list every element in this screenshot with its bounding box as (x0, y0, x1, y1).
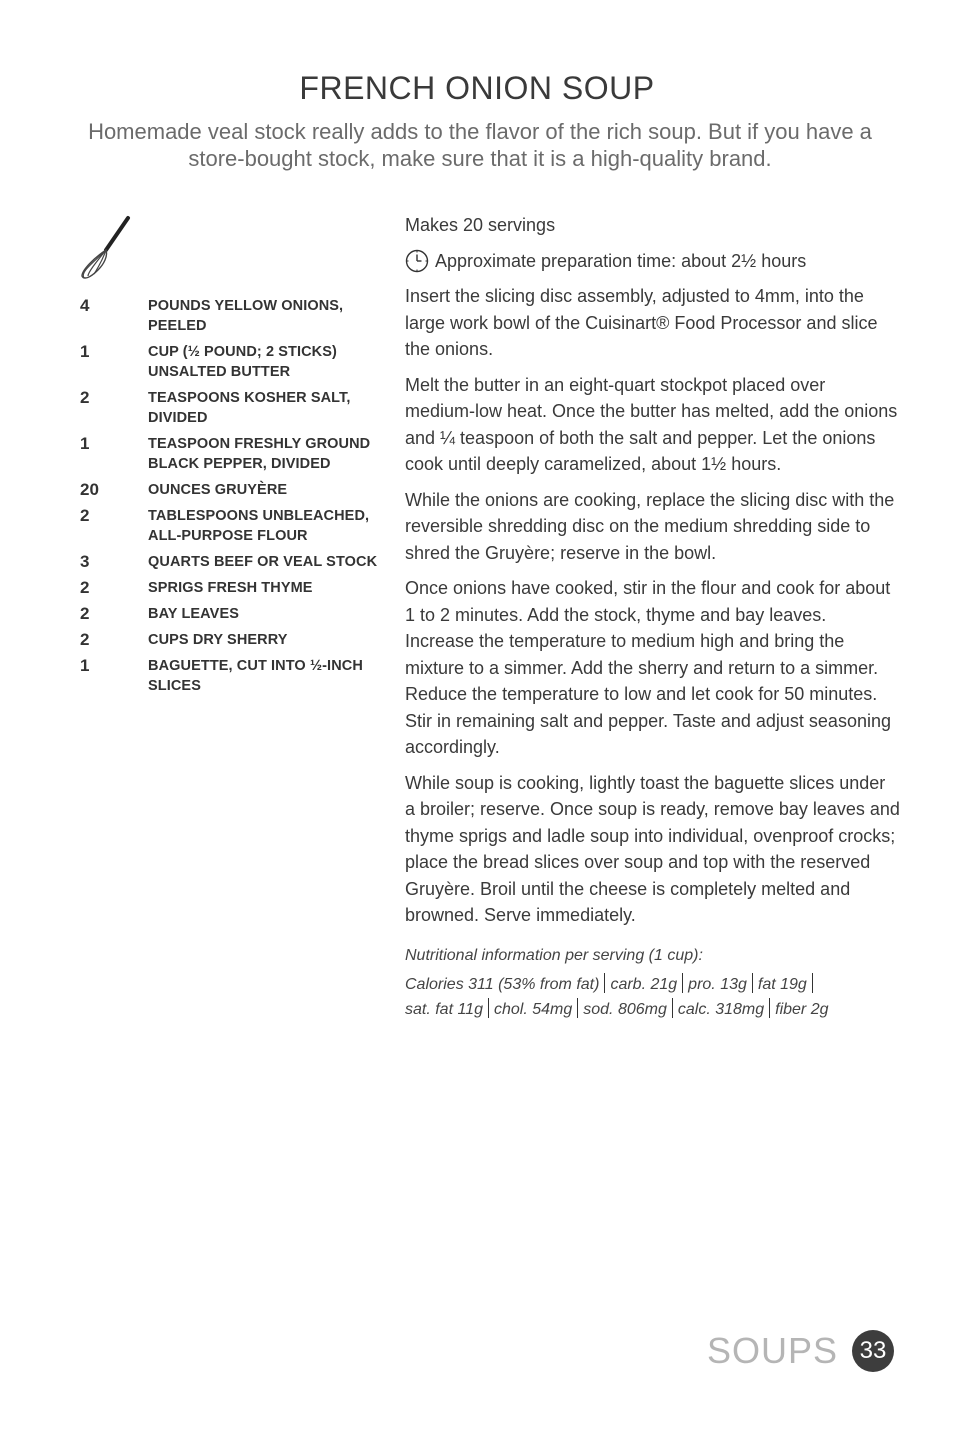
page-footer (707, 1330, 894, 1372)
ingredient-desc: POUNDS YELLOW ONIONS, PEELED (148, 298, 344, 334)
ingredient-row (80, 656, 380, 696)
ingredient-qty: 1 (80, 434, 90, 453)
separator (769, 998, 770, 1018)
ingredient-qty: 4 (80, 296, 90, 315)
ingredient-row (80, 296, 380, 336)
page-number: 33 (852, 1330, 894, 1372)
method-step: While the onions are cooking, replace the slicing disc with the reversible shredding disc on the medium shredding side to shred the Gruyère; reserve in the bowl. (405, 489, 895, 563)
nutrition-value: sod. 806mg (583, 1000, 667, 1018)
separator (488, 998, 489, 1018)
ingredient-row (80, 506, 380, 546)
nutrition-value: fiber 2g (775, 1000, 829, 1018)
ingredient-qty: 1 (80, 342, 90, 361)
ingredient-desc: SPRIGS FRESH THYME (148, 580, 313, 596)
nutrition-value: Calories 311 (53% from fat) (405, 975, 600, 993)
ingredient-qty: 2 (80, 506, 90, 525)
recipe-method (405, 212, 900, 1022)
nutrition-value: pro. 13g (688, 975, 747, 993)
nutrition-line-2 (405, 997, 900, 1022)
ingredient-list (80, 296, 380, 702)
nutrition-heading: Nutritional information per serving (1 cup): (405, 946, 703, 964)
ingredient-desc: OUNCES GRUYÈRE (148, 482, 288, 498)
ingredient-row (80, 630, 380, 650)
recipe-subtitle: Homemade veal stock really adds to the flavor of the rich soup. But if you have a store-bought stock, make sure that it is a high-quality brand. (88, 119, 872, 171)
ingredient-qty: 2 (80, 388, 90, 407)
ingredient-row (80, 578, 380, 598)
ingredient-desc: TEASPOONS KOSHER SALT, DIVIDED (148, 390, 351, 426)
nutrition-value: calc. 318mg (677, 1000, 765, 1018)
ingredient-desc: CUPS DRY SHERRY (148, 632, 288, 648)
separator (604, 973, 605, 993)
nutrition-value: chol. 54mg (493, 1000, 573, 1018)
section-label: SOUPS (706, 1330, 838, 1371)
prep-time-text: Approximate preparation time: about 2½ hours (435, 250, 807, 271)
ingredient-qty: 3 (80, 552, 90, 571)
method-step: While soup is cooking, lightly toast the baguette slices under a broiler; reserve. Once soup is ready, remove bay leaves and thyme sprigs and ladle soup into individual, ovenproof crocks; place the bread slices over soup and top with the reserved Gruyère. Broil until the cheese is completely melted and browned. Serve immediately. (405, 772, 900, 925)
ingredient-qty: 2 (80, 630, 90, 649)
method-step: Melt the butter in an eight-quart stockpot placed over medium-low heat. Once the butter has melted, add the onions and ¼ teaspoon of both the salt and pepper. Let the onions cook until deeply caramelized, about 1½ hours. (405, 374, 898, 474)
nutrition-line-1 (405, 972, 900, 997)
servings: Makes 20 servings (405, 215, 556, 235)
separator (672, 998, 673, 1018)
ingredient-desc: TABLESPOONS UNBLEACHED, ALL-PURPOSE FLOUR (148, 508, 370, 544)
whisk-icon (76, 214, 136, 282)
ingredient-row (80, 480, 380, 500)
steps (405, 283, 900, 929)
ingredient-qty: 1 (80, 656, 90, 675)
ingredient-row (80, 552, 380, 572)
ingredient-row (80, 434, 380, 474)
ingredient-desc: TEASPOON FRESHLY GROUND BLACK PEPPER, DIVIDED (148, 436, 371, 472)
separator (682, 973, 683, 993)
ingredient-desc: BAGUETTE, CUT INTO ½-INCH SLICES (148, 658, 363, 694)
ingredient-row (80, 342, 380, 382)
separator (812, 973, 813, 993)
clock-icon (405, 249, 429, 273)
method-step: Once onions have cooked, stir in the flour and cook for about 1 to 2 minutes. Add the stock, thyme and bay leaves. Increase the temperature to medium high and bring the mixture to a simmer. Add the sherry and return to a simmer. Reduce the temperature to low and let cook for 50 minutes. Stir in remaining salt and pepper. Taste and adjust seasoning accordingly. (405, 578, 891, 757)
ingredient-qty: 2 (80, 604, 90, 623)
nutrition-value: sat. fat 11g (405, 1000, 483, 1018)
separator (577, 998, 578, 1018)
ingredient-qty: 2 (80, 578, 90, 597)
ingredient-row (80, 388, 380, 428)
ingredient-desc: CUP (½ POUND; 2 STICKS) UNSALTED BUTTER (148, 344, 337, 380)
ingredient-qty: 20 (80, 480, 99, 499)
nutrition-value: carb. 21g (610, 975, 678, 993)
nutrition-value: fat 19g (757, 975, 807, 993)
prep-time (405, 248, 900, 275)
ingredient-row (80, 604, 380, 624)
ingredient-desc: QUARTS BEEF OR VEAL STOCK (148, 554, 378, 570)
ingredient-desc: BAY LEAVES (148, 606, 239, 622)
method-step: Insert the slicing disc assembly, adjusted to 4mm, into the large work bowl of the Cuisinart® Food Processor and slice the onions. (405, 286, 878, 359)
separator (752, 973, 753, 993)
recipe-title: FRENCH ONION SOUP (299, 70, 655, 106)
